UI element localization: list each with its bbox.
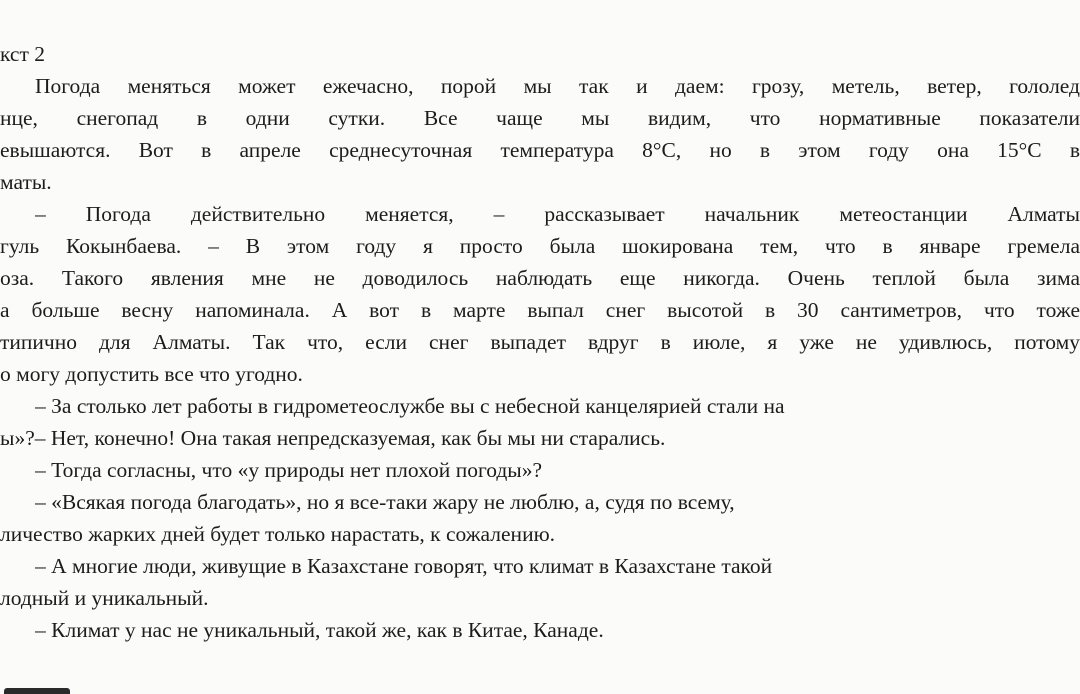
text-line-16: – А многие люди, живущие в Казахстане говорят, что климат в Казахстане такой [35,554,773,578]
text-line-17: лодный и уникальный. [0,586,209,610]
text-line-5: – Погода действительно меняется, – рассказывает начальник метеостанции Алматы [35,202,1080,226]
text-line-18: – Климат у нас не уникальный, такой же, как в Китае, Канаде. [35,618,604,642]
text-line-6: гуль Кокынбаева. – В этом году я просто была шокирована тем, что в январе гремела [0,234,1080,258]
text-line-14: – «Всякая погода благодать», но я все-таки жару не люблю, а, судя по всему, [35,490,735,514]
text-line-15: личество жарких дней будет только нарастать, к сожалению. [0,522,556,546]
text-line-12: ы»?– Нет, конечно! Она такая непредсказуемая, как бы мы ни старались. [0,426,666,450]
text-line-2: нце, снегопад в одни сутки. Все чаще мы видим, что нормативные показатели [0,106,1080,130]
text-line-11: – За столько лет работы в гидрометеослужбе вы с небесной канцелярией стали на [35,394,785,418]
document-title: кст 2 [0,42,45,66]
text-line-4: маты. [0,170,52,194]
text-line-8: а больше весну напоминала. А вот в марте выпал снег высотой в 30 сантиметров, что тоже [0,298,1080,322]
cut-off-heading-fragment [4,682,84,694]
text-line-7: оза. Такого явления мне не доводилось наблюдать еще никогда. Очень теплой была зима [0,266,1080,290]
text-line-13: – Тогда согласны, что «у природы нет плохой погоды»? [35,458,543,482]
text-line-1: Погода меняться может ежечасно, порой мы так и даем: грозу, метель, ветер, гололед [35,74,1080,98]
text-line-9: типично для Алматы. Так что, если снег выпадет вдруг в июле, я уже не удивлюсь, потому [0,330,1080,354]
text-line-10: о могу допустить все что угодно. [0,362,303,386]
text-line-3: евышаются. Вот в апреле среднесуточная температура 8°С, но в этом году она 15°С в [0,138,1080,162]
